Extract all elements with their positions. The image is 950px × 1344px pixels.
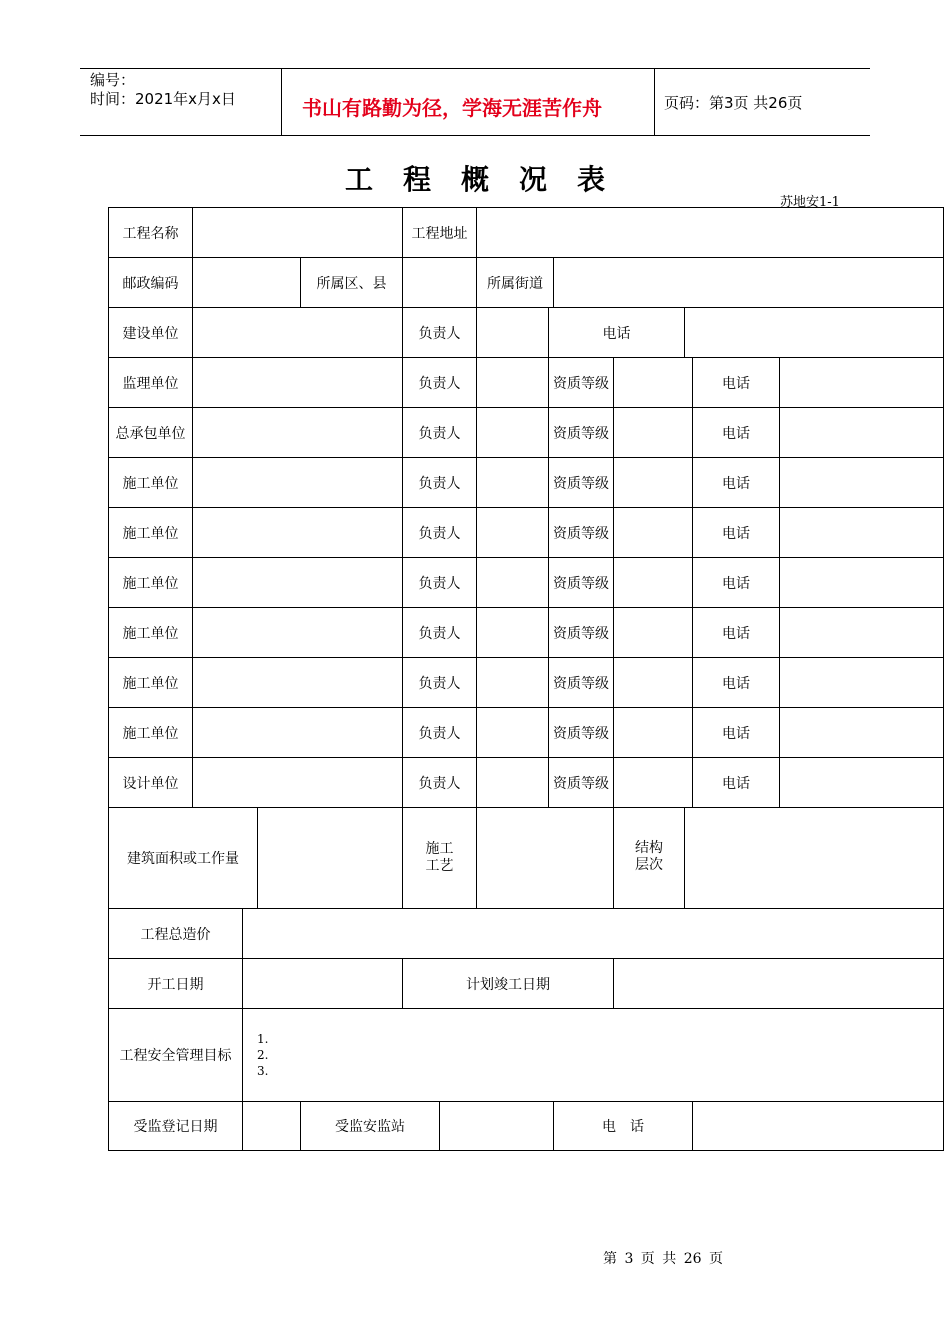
safety-goals-field[interactable]: [243, 1009, 944, 1102]
phone-field[interactable]: [685, 308, 944, 358]
phone-field[interactable]: [780, 558, 944, 608]
phone-label: 电话: [693, 608, 780, 658]
qualification-label: 资质等级: [549, 458, 614, 508]
supervision-unit-label: 监理单位: [109, 358, 193, 408]
structure-label-cell: [614, 808, 685, 909]
safety-goals-label: 工程安全管理目标: [109, 1009, 243, 1102]
postal-code-field[interactable]: [193, 258, 301, 308]
phone-label: 电话: [693, 508, 780, 558]
registration-date-label: 受监登记日期: [109, 1102, 243, 1151]
design-unit-label: 设计单位: [109, 758, 193, 808]
project-name-field[interactable]: [193, 208, 403, 258]
table-row: [109, 258, 944, 308]
qualification-field[interactable]: [614, 408, 693, 458]
person-in-charge-label: 负责人: [403, 458, 477, 508]
person-in-charge-field[interactable]: [477, 408, 549, 458]
construction-unit-label: 建设单位: [109, 308, 193, 358]
table-row: [109, 808, 944, 909]
table-row: [109, 758, 944, 808]
header-top-rule: [80, 68, 870, 69]
project-address-label: 工程地址: [403, 208, 477, 258]
person-in-charge-label: 负责人: [403, 508, 477, 558]
unit-field[interactable]: [193, 758, 403, 808]
qualification-label: 资质等级: [549, 408, 614, 458]
phone-field[interactable]: [780, 658, 944, 708]
table-row: [109, 458, 944, 508]
person-in-charge-label: 负责人: [403, 358, 477, 408]
qualification-label: 资质等级: [549, 508, 614, 558]
table-row: [109, 308, 944, 358]
person-in-charge-field[interactable]: [477, 558, 549, 608]
header-bottom-rule: [80, 135, 870, 136]
table-row: [109, 208, 944, 258]
phone-field[interactable]: [780, 358, 944, 408]
craft-field[interactable]: [477, 808, 614, 909]
phone-field[interactable]: [693, 1102, 944, 1151]
table-row: [109, 1102, 944, 1151]
qualification-label: 资质等级: [549, 358, 614, 408]
qualification-field[interactable]: [614, 458, 693, 508]
phone-field[interactable]: [780, 458, 944, 508]
table-row: [109, 708, 944, 758]
phone-label: 电话: [549, 308, 685, 358]
qualification-label: 资质等级: [549, 658, 614, 708]
craft-label-cell: [403, 808, 477, 909]
qualification-field[interactable]: [614, 658, 693, 708]
phone-field[interactable]: [780, 408, 944, 458]
unit-field[interactable]: [193, 408, 403, 458]
safety-station-label: 受监安监站: [301, 1102, 440, 1151]
table-row: [109, 658, 944, 708]
total-cost-label: 工程总造价: [109, 909, 243, 959]
person-in-charge-label: 负责人: [403, 558, 477, 608]
page-title: 工程概况表: [345, 163, 636, 196]
table-row: [109, 558, 944, 608]
person-in-charge-field[interactable]: [477, 608, 549, 658]
area-field[interactable]: [258, 808, 403, 909]
builder-unit-label: 施工单位: [109, 708, 193, 758]
list-item: 3.: [257, 1064, 269, 1078]
person-in-charge-label: 负责人: [403, 308, 477, 358]
qualification-label: 资质等级: [549, 558, 614, 608]
structure-field[interactable]: [685, 808, 944, 909]
phone-label: 电话: [693, 458, 780, 508]
area-label: 建筑面积或工作量: [109, 808, 258, 909]
table-row: [109, 959, 944, 1009]
person-in-charge-field[interactable]: [477, 458, 549, 508]
table-row: [109, 909, 944, 959]
unit-field[interactable]: [193, 608, 403, 658]
project-name-label: 工程名称: [109, 208, 193, 258]
builder-unit-label: 施工单位: [109, 458, 193, 508]
unit-field[interactable]: [193, 658, 403, 708]
header-divider-right: [654, 68, 655, 135]
qualification-label: 资质等级: [549, 608, 614, 658]
builder-unit-label: 施工单位: [109, 608, 193, 658]
header-page-label: 页码：第3页 共26页: [664, 94, 803, 112]
list-item: 2.: [257, 1048, 269, 1062]
qualification-field[interactable]: [614, 508, 693, 558]
phone-label: 电话: [693, 558, 780, 608]
craft-label: 施工工艺: [425, 841, 454, 874]
phone-label: 电话: [693, 758, 780, 808]
project-overview-table: [108, 207, 944, 1151]
qualification-field[interactable]: [614, 608, 693, 658]
form-code: 苏地安1-1: [780, 195, 840, 210]
header-time-label: 时间：2021年x月x日: [90, 90, 236, 108]
table-row: [109, 1009, 944, 1102]
list-item: 1.: [257, 1032, 269, 1046]
builder-unit-label: 施工单位: [109, 658, 193, 708]
qualification-field[interactable]: [614, 358, 693, 408]
project-address-field[interactable]: [477, 208, 944, 258]
person-in-charge-label: 负责人: [403, 758, 477, 808]
person-in-charge-field[interactable]: [477, 708, 549, 758]
person-in-charge-label: 负责人: [403, 608, 477, 658]
table-row: [109, 408, 944, 458]
unit-field[interactable]: [193, 458, 403, 508]
qualification-field[interactable]: [614, 708, 693, 758]
registration-date-field[interactable]: [243, 1102, 301, 1151]
phone-label: 电 话: [554, 1102, 693, 1151]
table-row: [109, 608, 944, 658]
person-in-charge-field[interactable]: [477, 508, 549, 558]
qualification-label: 资质等级: [549, 708, 614, 758]
district-label: 所属区、县: [301, 258, 403, 308]
header-number-label: 编号：: [90, 71, 136, 89]
construction-unit-field[interactable]: [193, 308, 403, 358]
table-row: [109, 358, 944, 408]
person-in-charge-label: 负责人: [403, 408, 477, 458]
structure-label: 结构层次: [635, 840, 663, 873]
builder-unit-label: 施工单位: [109, 558, 193, 608]
planned-finish-label: 计划竣工日期: [403, 959, 614, 1009]
qualification-field[interactable]: [614, 558, 693, 608]
person-in-charge-field[interactable]: [477, 658, 549, 708]
header-motto: 书山有路勤为径，学海无涯苦作舟: [302, 96, 602, 120]
district-field[interactable]: [403, 258, 477, 308]
phone-label: 电话: [693, 658, 780, 708]
person-in-charge-field[interactable]: [477, 758, 549, 808]
person-in-charge-label: 负责人: [403, 708, 477, 758]
phone-label: 电话: [693, 408, 780, 458]
qualification-label: 资质等级: [549, 758, 614, 808]
postal-code-label: 邮政编码: [109, 258, 193, 308]
unit-field[interactable]: [193, 358, 403, 408]
unit-field[interactable]: [193, 508, 403, 558]
street-field[interactable]: [554, 258, 944, 308]
person-in-charge-field[interactable]: [477, 358, 549, 408]
person-in-charge-label: 负责人: [403, 658, 477, 708]
street-label: 所属街道: [477, 258, 554, 308]
phone-field[interactable]: [780, 608, 944, 658]
general-contractor-label: 总承包单位: [109, 408, 193, 458]
phone-label: 电话: [693, 708, 780, 758]
planned-finish-field[interactable]: [614, 959, 944, 1009]
person-in-charge-field[interactable]: [477, 308, 549, 358]
phone-field[interactable]: [780, 508, 944, 558]
total-cost-field[interactable]: [243, 909, 944, 959]
start-date-field[interactable]: [243, 959, 403, 1009]
phone-field[interactable]: [780, 708, 944, 758]
qualification-field[interactable]: [614, 758, 693, 808]
header-divider-left: [281, 68, 282, 135]
page-footer: 第 3 页 共 26 页: [603, 1251, 723, 1267]
phone-label: 电话: [693, 358, 780, 408]
builder-unit-label: 施工单位: [109, 508, 193, 558]
safety-station-field[interactable]: [440, 1102, 554, 1151]
unit-field[interactable]: [193, 708, 403, 758]
table-row: [109, 508, 944, 558]
start-date-label: 开工日期: [109, 959, 243, 1009]
phone-field[interactable]: [780, 758, 944, 808]
unit-field[interactable]: [193, 558, 403, 608]
